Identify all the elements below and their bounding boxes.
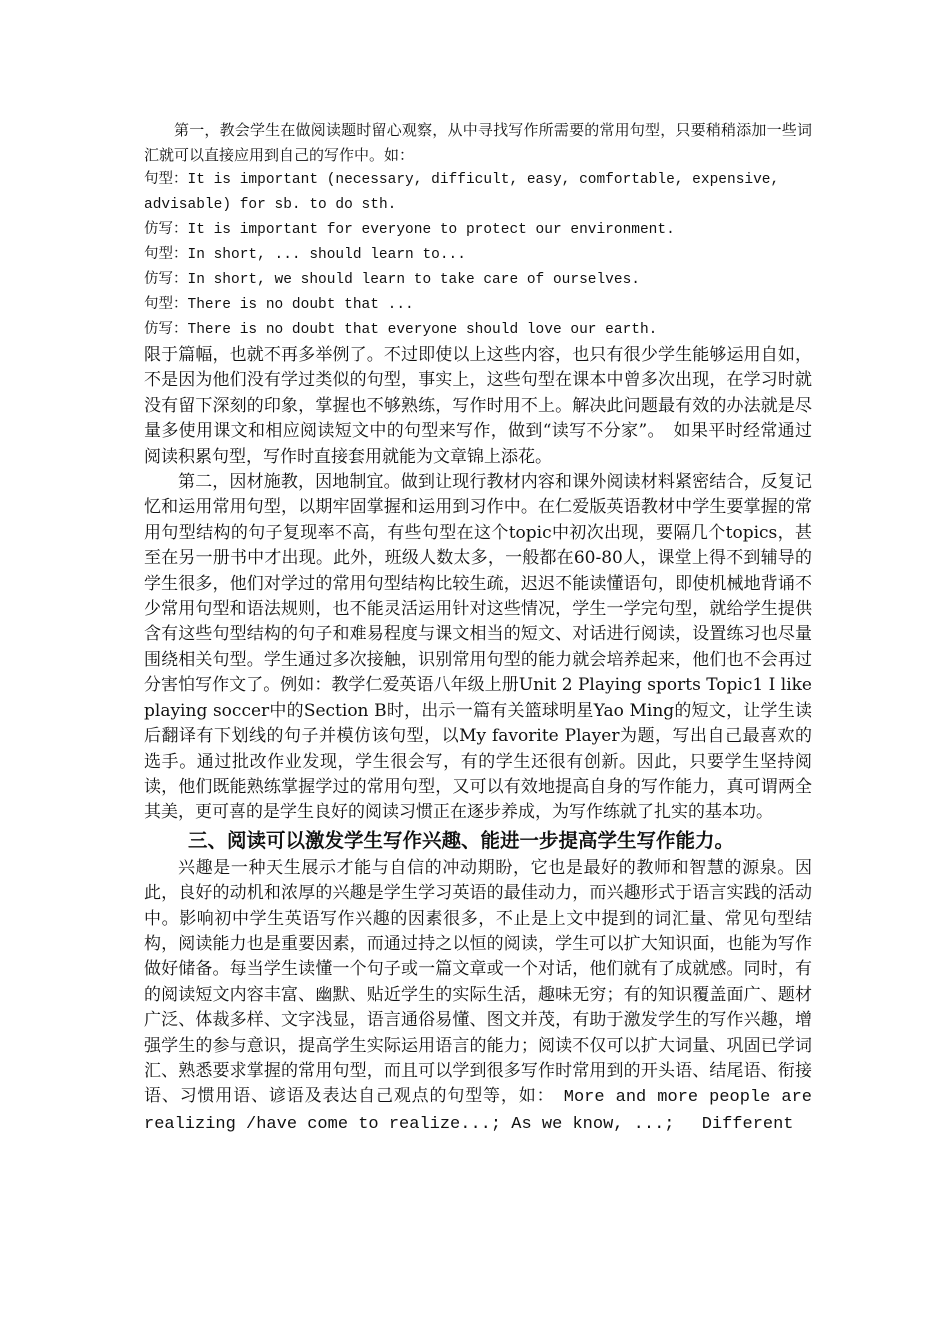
paragraph-interest [144,856,812,1137]
example-label: 句型： [144,247,188,263]
example-line [144,218,812,243]
example-label: 句型： [144,172,188,188]
paragraph-limit: 限于篇幅，也就不再多举例了。不过即使以上这些内容，也只有很少学生能够运用自如，不是因为他们没有学过类似的句型，事实上，这些句型在课本中曾多次出现，在学习时就没有留下深刻的印象，掌握也不够熟练，写作时用不上。解决此问题最有效的办法就是尽量多使用课文和相应阅读短文中的句型来写作，做到“读写不分家”。 如果平时经常通过阅读积累句型，写作时直接套用就能为文章锦上添花。 [144,345,812,467]
example-text: In short, ... should learn to... [187,247,466,263]
example-label: 仿写： [144,222,188,238]
example-line [144,168,812,218]
example-text: There is no doubt that ... [187,297,414,313]
sentence-examples [144,168,812,343]
example-label: 句型： [144,297,188,313]
example-text: There is no doubt that everyone should love our earth. [187,322,658,338]
example-line [144,318,812,343]
example-line [144,243,812,268]
intro-paragraph: 第一，教会学生在做阅读题时留心观察，从中寻找写作所需要的常用句型，只要稍稍添加一些词汇就可以直接应用到自己的写作中。如： [144,121,812,164]
example-label: 仿写： [144,322,188,338]
example-line [144,293,812,318]
paragraph-second: 第二，因材施教，因地制宜。做到让现行教材内容和课外阅读材料紧密结合，反复记忆和运用常用句型，以期牢固掌握和运用到习作中。在仁爱版英语教材中学生要掌握的常用句型结构的句子复现率不高，有些句型在这个topic中初次出现，要隔几个topics，甚至在另一册书中才出现。此外，班级人数太多，一般都在60-80人，课堂上得不到辅导的学生很多，他们对学过的常用句型结构比较生疏，迟迟不能读懂语句，即使机械地背诵不少常用句型和语法规则，也不能灵活运用针对这些情况，学生一学完句型，就给学生提供含有这些句型结构的句子和难易程度与课文相当的短文、对话进行阅读，设置练习也尽量围绕相关句型。学生通过多次接触，识别常用句型的能力就会培养起来，他们也不会再过分害怕写作文了。例如：教学仁爱英语八年级上册Unit 2 Playing sports Topic1 I like playing soccer中的Section B时，出示一篇有关篮球明星Yao Ming的短文，让学生读后翻译有下划线的句子并模仿该句型，以My favorite Player为题，写出自己最喜欢的选手。通过批改作业发现，学生很会写，有的学生还很有创新。因此，只要学生坚持阅读，他们既能熟练掌握学过的常用句型，又可以有效地提高自身的写作能力，真可谓两全其美，更可喜的是学生良好的阅读习惯正在逐步养成，为写作练就了扎实的基本功。 [144,472,812,823]
example-text: In short, we should learn to take care of ourselves. [187,272,640,288]
example-text: It is important (necessary, difficult, easy, comfortable, expensive, advisable) for sb. to do sth. [144,172,780,213]
section-heading: 三、阅读可以激发学生写作兴趣、能进一步提高学生写作能力。 [188,828,735,852]
paragraph-interest-body: 兴趣是一种天生展示才能与自信的冲动期盼，它也是最好的教师和智慧的源泉。因此，良好的动机和浓厚的兴趣是学生学习英语的最佳动力，而兴趣形式于语言实践的活动中。影响初中学生英语写作兴趣的因素很多，不止是上文中提到的词汇量、常见句型结构，阅读能力也是重要因素，而通过持之以恒的阅读，学生可以扩大知识面，也能为写作做好储备。每当学生读懂一个句子或一篇文章或一个对话，他们就有了成就感。同时，有的阅读短文内容丰富、幽默、贴近学生的实际生活，趣味无穷；有的知识覆盖面广、题材广泛、体裁多样、文字浅显，语言通俗易懂、图文并茂，有助于激发学生的写作兴趣，增强学生的参与意识，提高学生实际运用语言的能力；阅读不仅可以扩大词量、巩固已学词汇、熟悉要求掌握的常用句型，而且可以学到很多写作时常用到的开头语、结尾语、衔接语、习惯用语、谚语及表达自己观点的句型等，如： [144,857,812,1107]
example-text: It is important for everyone to protect our environment. [187,222,675,238]
example-label: 仿写： [144,272,188,288]
paragraph-interest-tail: More and more people are realizing /have come to realize...; As we know, ...; Different [144,1088,813,1134]
example-line [144,268,812,293]
document-page [144,118,812,1137]
